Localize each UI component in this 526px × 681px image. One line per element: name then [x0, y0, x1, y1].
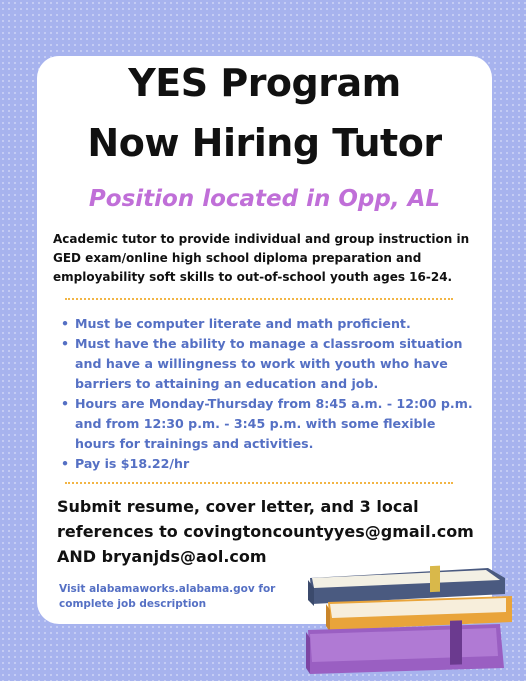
visit-website-note: Visit alabamaworks.alabama.gov for complete job description	[59, 583, 276, 610]
location-subtitle: Position located in Opp, AL	[88, 186, 441, 212]
requirement-item: • Must have the ability to manage a classroom situation and have a willingness to work with youth who have barriers to attaining an education and job.	[59, 334, 479, 394]
title-line-2: Now Hiring Tutor	[87, 121, 442, 165]
requirement-item: • Hours are Monday-Thursday from 8:45 a.m. - 12:00 p.m. and from 12:30 p.m. - 3:45 p.m. with some flexible hours for trainings and activities.	[59, 394, 479, 454]
books-stack-icon	[300, 560, 520, 675]
submit-instructions: Submit resume, cover letter, and 3 local references to covingtoncountyyes@gmail.com AND bryanjds@aol.com	[57, 497, 474, 566]
job-description: Academic tutor to provide individual and group instruction in GED exam/online high school diploma preparation and employability soft skills to out-of-school youth ages 16-24.	[53, 232, 470, 284]
requirement-item: • Pay is $18.22/hr	[59, 454, 479, 474]
requirement-item: • Must be computer literate and math proficient.	[59, 314, 479, 334]
dotted-divider-bottom	[65, 482, 453, 484]
requirements-list	[59, 314, 479, 474]
dotted-divider-top	[65, 298, 453, 300]
title-line-1: YES Program	[128, 61, 401, 105]
flyer-card	[37, 56, 492, 624]
